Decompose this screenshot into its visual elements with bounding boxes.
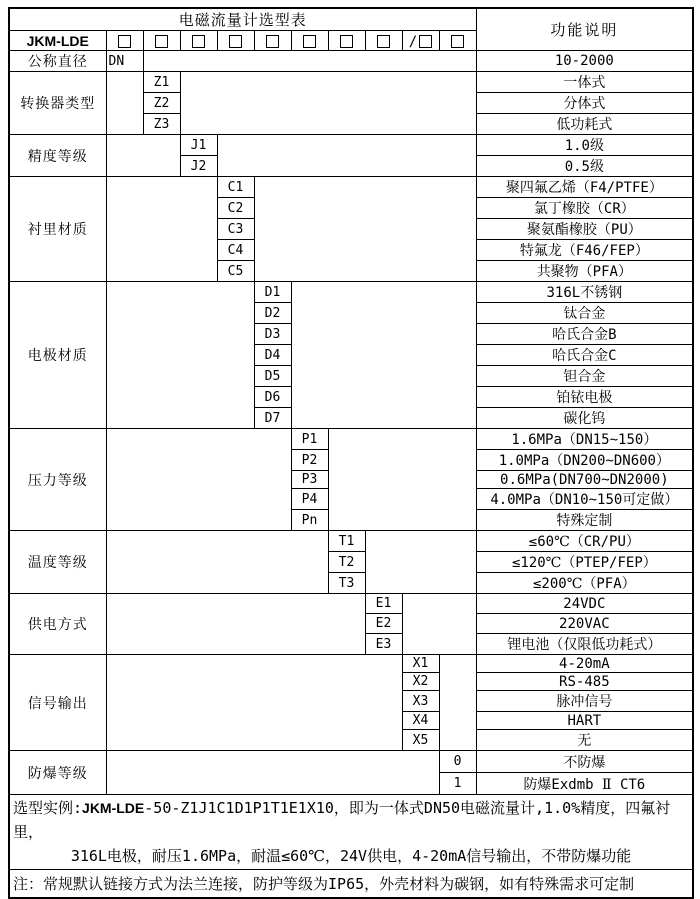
slash-separator: / <box>408 33 418 50</box>
section-label-accuracy: 精度等级 <box>9 135 106 177</box>
desc-cell: 4.0MPa（DN10~150可定做） <box>476 489 693 510</box>
desc-cell: 分体式 <box>476 93 693 114</box>
desc-cell: 钽合金 <box>476 366 693 387</box>
example-note-prefix: 选型实例: <box>13 799 83 817</box>
section-label-converter: 转换器类型 <box>9 72 106 135</box>
desc-cell: 一体式 <box>476 72 693 93</box>
desc-cell: ≤60℃（CR/PU） <box>476 531 693 552</box>
checkbox[interactable] <box>377 35 390 48</box>
desc-cell: 220VAC <box>476 614 693 634</box>
desc-cell: 脉冲信号 <box>476 691 693 712</box>
empty-cell <box>106 72 143 135</box>
desc-cell: 聚氨酯橡胶（PU） <box>476 219 693 240</box>
desc-cell: 316L不锈钢 <box>476 282 693 303</box>
empty-cell <box>106 751 439 795</box>
desc-cell: 共聚物（PFA） <box>476 261 693 282</box>
desc-cell: 防爆Exdmb Ⅱ CT6 <box>476 773 693 795</box>
checkbox[interactable] <box>303 35 316 48</box>
desc-cell: 0.5级 <box>476 156 693 177</box>
desc-cell: 24VDC <box>476 594 693 614</box>
example-note-line1: -50-Z1J1C1D1P1T1E1X10，即为一体式DN50电磁流量计,1.0%精度，四氟衬里， <box>13 799 671 841</box>
desc-cell: 特氟龙（F46/FEP） <box>476 240 693 261</box>
code-cell: T3 <box>328 573 365 594</box>
desc-cell: 1.6MPa（DN15~150） <box>476 429 693 450</box>
dn-row <box>9 51 693 72</box>
desc-cell: 哈氏合金C <box>476 345 693 366</box>
empty-cell <box>106 282 254 429</box>
code-checkbox-cell-4 <box>217 31 254 51</box>
checkbox[interactable] <box>451 35 464 48</box>
desc-cell: 1.0级 <box>476 135 693 156</box>
section-row <box>9 282 693 303</box>
code-cell: T2 <box>328 552 365 573</box>
section-label-electrode: 电极材质 <box>9 282 106 429</box>
checkbox[interactable] <box>266 35 279 48</box>
remark-note-row <box>9 870 693 899</box>
desc-cell: 铂铱电极 <box>476 387 693 408</box>
code-cell: J1 <box>180 135 217 156</box>
code-cell: Z1 <box>143 72 180 93</box>
desc-cell: 碳化钨 <box>476 408 693 429</box>
section-row <box>9 531 693 552</box>
code-cell: C4 <box>217 240 254 261</box>
row-label-dn: 公称直径 <box>9 51 106 72</box>
section-label-signal: 信号输出 <box>9 655 106 751</box>
desc-cell: 氯丁橡胶（CR） <box>476 198 693 219</box>
desc-cell: 特殊定制 <box>476 510 693 531</box>
code-cell: D3 <box>254 324 291 345</box>
example-note-row <box>9 795 693 870</box>
example-note-line2: 316L电极，耐压1.6MPa，耐温≤60℃，24V供电，4-20mA信号输出，不带防爆功能 <box>70 847 632 865</box>
empty-cell <box>106 531 328 594</box>
code-cell: X3 <box>402 691 439 712</box>
desc-cell: 无 <box>476 730 693 751</box>
code-cell: X1 <box>402 655 439 673</box>
code-checkbox-cell-2 <box>143 31 180 51</box>
desc-cell: 低功耗式 <box>476 114 693 135</box>
code-cell: C1 <box>217 177 254 198</box>
section-row <box>9 751 693 773</box>
code-cell: P1 <box>291 429 328 450</box>
desc-cell: HART <box>476 712 693 730</box>
code-cell: 0 <box>439 751 476 773</box>
code-cell: Z2 <box>143 93 180 114</box>
empty-cell <box>180 72 476 135</box>
title-row <box>9 8 693 31</box>
code-cell: X5 <box>402 730 439 751</box>
code-cell: 1 <box>439 773 476 795</box>
model-label: JKM-LDE <box>9 31 106 51</box>
section-row <box>9 177 693 198</box>
checkbox[interactable] <box>192 35 205 48</box>
empty-cell <box>106 655 402 751</box>
desc-cell: 钛合金 <box>476 303 693 324</box>
desc-cell: 锂电池（仅限低功耗式） <box>476 634 693 655</box>
code-cell: D4 <box>254 345 291 366</box>
section-label-lining: 衬里材质 <box>9 177 106 282</box>
code-cell: J2 <box>180 156 217 177</box>
code-cell: E2 <box>365 614 402 634</box>
section-row <box>9 655 693 673</box>
empty-cell <box>217 135 476 177</box>
page-title: 电磁流量计选型表 <box>9 8 476 31</box>
empty-cell <box>402 594 476 655</box>
code-cell: T1 <box>328 531 365 552</box>
desc-cell: RS-485 <box>476 673 693 691</box>
code-cell: X2 <box>402 673 439 691</box>
spec-table <box>8 7 694 899</box>
desc-cell: 1.0MPa（DN200~DN600） <box>476 450 693 471</box>
code-checkbox-cell-1 <box>106 31 143 51</box>
code-checkbox-cell-3 <box>180 31 217 51</box>
empty-cell <box>365 531 476 594</box>
desc-cell: 4-20mA <box>476 655 693 673</box>
code-cell: D6 <box>254 387 291 408</box>
code-cell: Pn <box>291 510 328 531</box>
checkbox[interactable] <box>155 35 168 48</box>
code-checkbox-cell-8 <box>365 31 402 51</box>
desc-cell: 0.6MPa(DN700~DN2000) <box>476 471 693 489</box>
empty-cell <box>439 655 476 751</box>
desc-cell-dn: 10-2000 <box>476 51 693 72</box>
code-cell: D7 <box>254 408 291 429</box>
remark-note: 注：常规默认链接方式为法兰连接，防护等级为IP65，外壳材料为碳钢，如有特殊需求可定制 <box>9 870 693 899</box>
checkbox[interactable] <box>118 35 131 48</box>
code-cell: E1 <box>365 594 402 614</box>
code-cell: C3 <box>217 219 254 240</box>
example-note <box>9 795 693 870</box>
example-note-model: JKM-LDE <box>82 800 145 816</box>
code-checkbox-cell-5 <box>254 31 291 51</box>
code-cell: E3 <box>365 634 402 655</box>
code-checkbox-cell-9 <box>402 31 439 51</box>
empty-cell <box>143 51 476 72</box>
desc-cell: ≤200℃（PFA） <box>476 573 693 594</box>
empty-cell <box>328 429 476 531</box>
empty-cell <box>106 429 291 531</box>
code-cell: X4 <box>402 712 439 730</box>
section-label-power: 供电方式 <box>9 594 106 655</box>
code-cell: D1 <box>254 282 291 303</box>
empty-cell <box>254 177 476 282</box>
code-checkbox-cell-7 <box>328 31 365 51</box>
checkbox[interactable] <box>229 35 242 48</box>
code-cell: P4 <box>291 489 328 510</box>
section-label-temperature: 温度等级 <box>9 531 106 594</box>
empty-cell <box>291 282 476 429</box>
empty-cell <box>106 177 217 282</box>
code-cell: P2 <box>291 450 328 471</box>
code-cell: D2 <box>254 303 291 324</box>
function-column-header: 功能说明 <box>476 8 693 51</box>
code-cell: C5 <box>217 261 254 282</box>
code-checkbox-cell-6 <box>291 31 328 51</box>
code-cell-dn: DN <box>106 51 143 72</box>
code-cell: P3 <box>291 471 328 489</box>
desc-cell: 聚四氟乙烯（F4/PTFE） <box>476 177 693 198</box>
desc-cell: 哈氏合金B <box>476 324 693 345</box>
empty-cell <box>106 594 365 655</box>
code-cell: Z3 <box>143 114 180 135</box>
section-row <box>9 72 693 93</box>
code-cell: D5 <box>254 366 291 387</box>
section-row <box>9 594 693 614</box>
empty-cell <box>106 135 180 177</box>
desc-cell: ≤120℃（PTEP/FEP） <box>476 552 693 573</box>
section-label-explosion: 防爆等级 <box>9 751 106 795</box>
section-label-pressure: 压力等级 <box>9 429 106 531</box>
code-cell: C2 <box>217 198 254 219</box>
code-checkbox-cell-10 <box>439 31 476 51</box>
section-row <box>9 429 693 450</box>
desc-cell: 不防爆 <box>476 751 693 773</box>
section-row <box>9 135 693 156</box>
checkbox[interactable] <box>340 35 353 48</box>
checkbox[interactable] <box>419 35 432 48</box>
